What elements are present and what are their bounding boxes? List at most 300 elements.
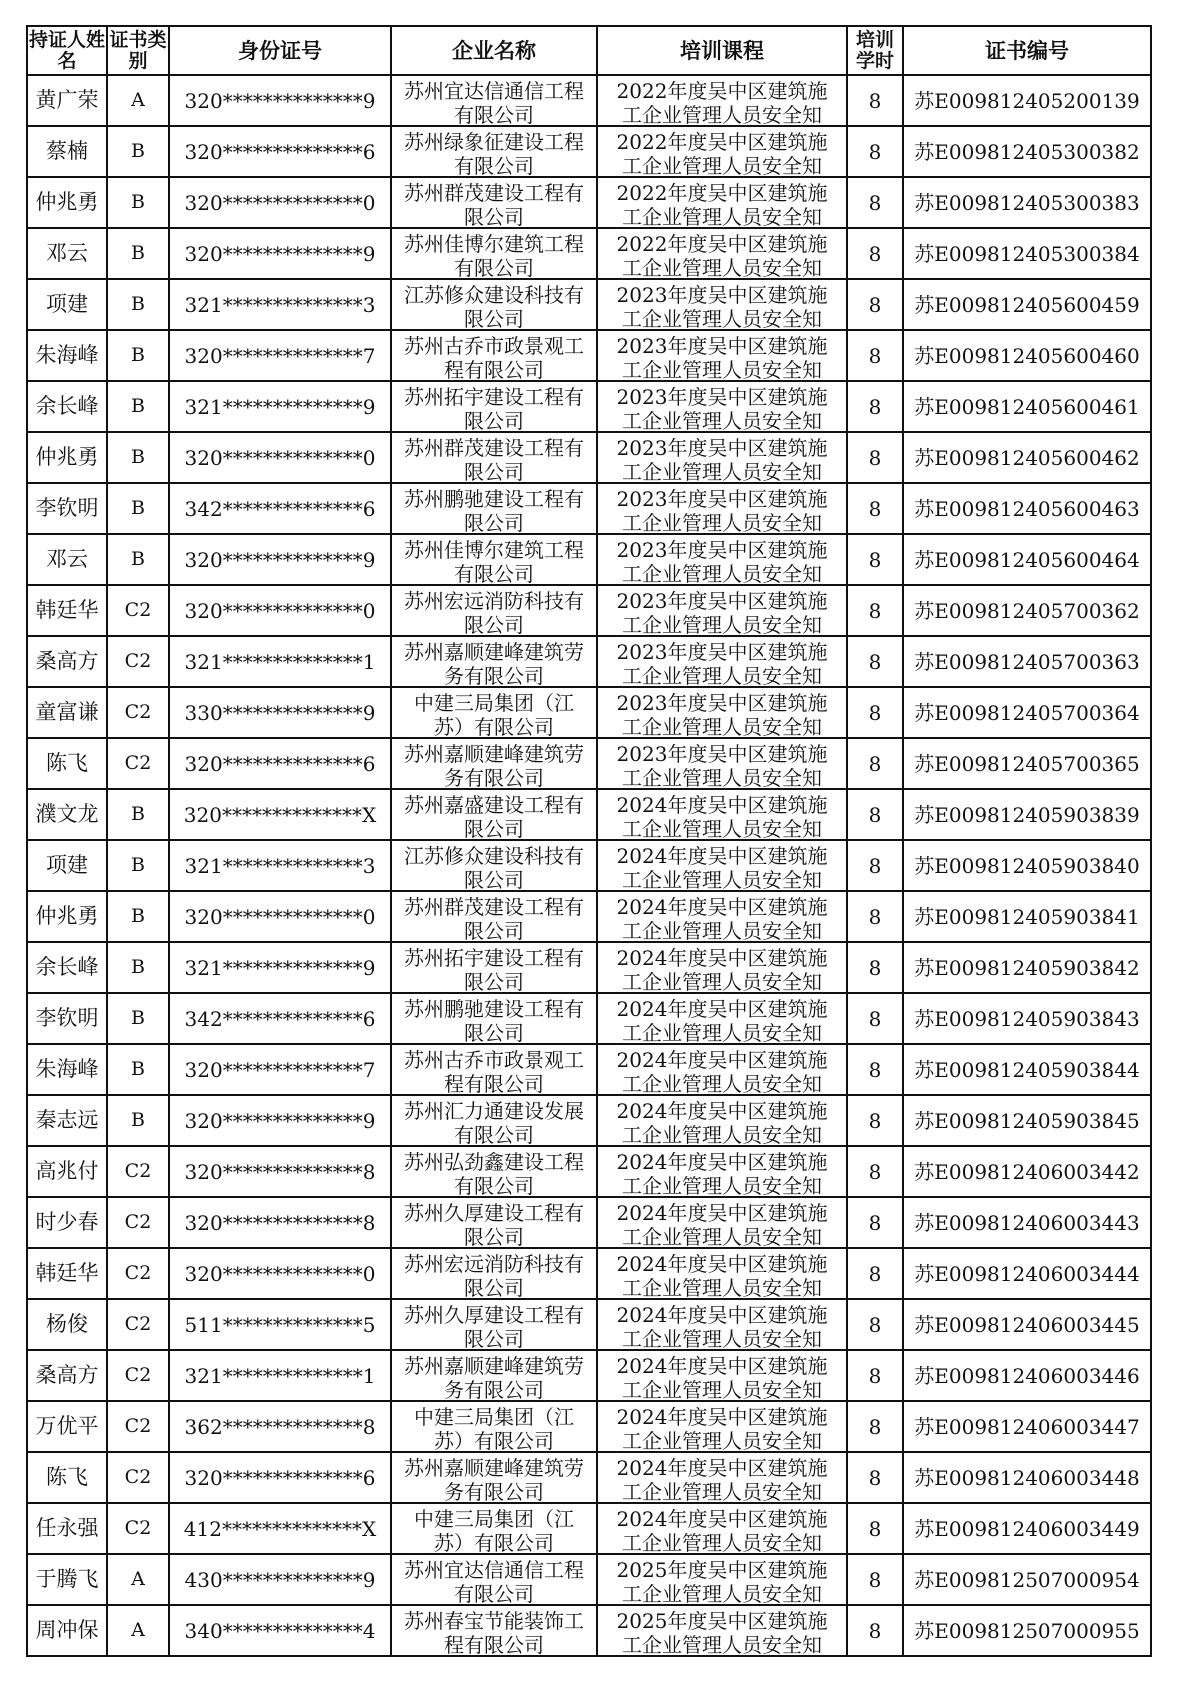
company-name-cell-line2: 限公司: [464, 306, 524, 329]
company-name-cell: [391, 228, 597, 279]
company-name-cell-line2: 限公司: [464, 867, 524, 890]
training-course-cell-line1: 2024年度吴中区建筑施: [616, 1098, 828, 1123]
header-row: [27, 26, 1151, 75]
cert-number-cell: 苏E009812405600459: [903, 279, 1151, 330]
company-name-cell-line1: 苏州群茂建设工程有: [404, 894, 584, 919]
company-name-cell-line2: 限公司: [464, 816, 524, 839]
company-name-cell: [391, 1350, 597, 1401]
holder-name-cell: 时少春: [27, 1197, 107, 1248]
training-course-cell-line1: 2025年度吴中区建筑施: [616, 1557, 828, 1582]
cert-number-cell: 苏E009812405903839: [903, 789, 1151, 840]
id-number-cell: 430**************9: [169, 1554, 391, 1605]
table-row: [27, 1146, 1151, 1197]
company-name-cell-line2: 有限公司: [454, 1173, 534, 1196]
company-name-cell-line2: 有限公司: [454, 561, 534, 584]
cert-number-cell: 苏E009812405903844: [903, 1044, 1151, 1095]
training-course-cell: [597, 177, 847, 228]
training-hours-cell: 8: [847, 1044, 903, 1095]
training-hours-cell: 8: [847, 1248, 903, 1299]
company-name-cell-line2: 限公司: [464, 1224, 524, 1247]
training-course-cell-line2: 工企业管理人员安全知: [622, 306, 822, 329]
cert-category-cell: B: [107, 381, 169, 432]
training-hours-cell: 8: [847, 1452, 903, 1503]
training-hours-cell: 8: [847, 1605, 903, 1656]
company-name-cell: [391, 891, 597, 942]
training-hours-cell: 8: [847, 483, 903, 534]
cert-number-cell: 苏E009812405300383: [903, 177, 1151, 228]
training-course-cell: [597, 228, 847, 279]
header-company-name: 企业名称: [391, 26, 597, 75]
training-course-cell-line1: 2023年度吴中区建筑施: [616, 486, 828, 511]
training-course-cell-line2: 工企业管理人员安全知: [622, 561, 822, 584]
holder-name-cell: 杨俊: [27, 1299, 107, 1350]
id-number-cell: 320**************8: [169, 1197, 391, 1248]
company-name-cell: [391, 177, 597, 228]
table-row: [27, 1554, 1151, 1605]
holder-name-cell: 余长峰: [27, 381, 107, 432]
training-course-cell: [597, 1299, 847, 1350]
training-course-cell: [597, 1197, 847, 1248]
id-number-cell: 320**************7: [169, 1044, 391, 1095]
training-course-cell-line2: 工企业管理人员安全知: [622, 1581, 822, 1604]
table-row: [27, 738, 1151, 789]
table-row: [27, 840, 1151, 891]
table-row: [27, 687, 1151, 738]
training-course-cell-line1: 2022年度吴中区建筑施: [616, 129, 828, 154]
company-name-cell: [391, 585, 597, 636]
training-course-cell-line1: 2023年度吴中区建筑施: [616, 639, 828, 664]
company-name-cell-line1: 苏州拓宇建设工程有: [404, 945, 584, 970]
company-name-cell-line1: 苏州宜达信通信工程: [404, 1557, 584, 1582]
holder-name-cell: 童富谦: [27, 687, 107, 738]
training-course-cell-line2: 工企业管理人员安全知: [622, 1071, 822, 1094]
holder-name-cell: 李钦明: [27, 483, 107, 534]
cert-category-cell: B: [107, 483, 169, 534]
training-course-cell-line1: 2024年度吴中区建筑施: [616, 792, 828, 817]
cert-category-cell: B: [107, 1095, 169, 1146]
holder-name-cell: 周冲保: [27, 1605, 107, 1656]
training-course-cell-line1: 2025年度吴中区建筑施: [616, 1608, 828, 1633]
holder-name-cell: 邓云: [27, 228, 107, 279]
id-number-cell: 320**************9: [169, 75, 391, 126]
company-name-cell-line2: 限公司: [464, 1326, 524, 1349]
header-training-course: 培训课程: [597, 26, 847, 75]
company-name-cell: [391, 1452, 597, 1503]
company-name-cell-line2: 限公司: [464, 459, 524, 482]
holder-name-cell: 李钦明: [27, 993, 107, 1044]
cert-category-cell: B: [107, 1044, 169, 1095]
company-name-cell-line1: 苏州嘉顺建峰建筑劳: [404, 1353, 584, 1378]
table-row: [27, 942, 1151, 993]
holder-name-cell: 韩廷华: [27, 585, 107, 636]
company-name-cell-line1: 苏州弘劲鑫建设工程: [404, 1149, 584, 1174]
training-hours-cell: 8: [847, 687, 903, 738]
company-name-cell-line2: 限公司: [464, 1020, 524, 1043]
company-name-cell-line2: 有限公司: [454, 1581, 534, 1604]
company-name-cell-line1: 苏州拓宇建设工程有: [404, 384, 584, 409]
training-course-cell-line2: 工企业管理人员安全知: [622, 714, 822, 737]
training-hours-cell: 8: [847, 636, 903, 687]
training-hours-cell: 8: [847, 942, 903, 993]
training-course-cell-line1: 2023年度吴中区建筑施: [616, 333, 828, 358]
company-name-cell: [391, 279, 597, 330]
training-course-cell-line2: 工企业管理人员安全知: [622, 1632, 822, 1655]
table-row: [27, 1605, 1151, 1656]
training-course-cell-line1: 2023年度吴中区建筑施: [616, 435, 828, 460]
certificate-table: [26, 25, 1152, 1657]
company-name-cell-line2: 务有限公司: [444, 663, 544, 686]
training-course-cell-line1: 2024年度吴中区建筑施: [616, 945, 828, 970]
company-name-cell-line1: 苏州宜达信通信工程: [404, 78, 584, 103]
company-name-cell-line1: 江苏修众建设科技有: [404, 843, 584, 868]
training-course-cell: [597, 381, 847, 432]
company-name-cell-line2: 限公司: [464, 1275, 524, 1298]
training-course-cell: [597, 1503, 847, 1554]
company-name-cell: [391, 636, 597, 687]
company-name-cell-line2: 程有限公司: [444, 357, 544, 380]
training-course-cell-line2: 工企业管理人员安全知: [622, 867, 822, 890]
holder-name-cell: 仲兆勇: [27, 432, 107, 483]
holder-name-cell: 黄广荣: [27, 75, 107, 126]
table-row: [27, 1503, 1151, 1554]
cert-number-cell: 苏E009812405600462: [903, 432, 1151, 483]
training-course-cell: [597, 1452, 847, 1503]
company-name-cell: [391, 1503, 597, 1554]
holder-name-cell: 仲兆勇: [27, 891, 107, 942]
id-number-cell: 321**************9: [169, 381, 391, 432]
training-course-cell: [597, 942, 847, 993]
id-number-cell: 342**************6: [169, 483, 391, 534]
cert-number-cell: 苏E009812405903841: [903, 891, 1151, 942]
training-course-cell-line2: 工企业管理人员安全知: [622, 153, 822, 176]
training-course-cell-line2: 工企业管理人员安全知: [622, 1479, 822, 1502]
cert-number-cell: 苏E009812405903845: [903, 1095, 1151, 1146]
company-name-cell-line2: 有限公司: [454, 255, 534, 278]
company-name-cell: [391, 789, 597, 840]
cert-category-cell: B: [107, 432, 169, 483]
cert-number-cell: 苏E009812406003442: [903, 1146, 1151, 1197]
cert-number-cell: 苏E009812406003448: [903, 1452, 1151, 1503]
cert-number-cell: 苏E009812405600464: [903, 534, 1151, 585]
id-number-cell: 342**************6: [169, 993, 391, 1044]
company-name-cell-line1: 苏州嘉顺建峰建筑劳: [404, 639, 584, 664]
training-course-cell: [597, 687, 847, 738]
training-course-cell-line1: 2023年度吴中区建筑施: [616, 690, 828, 715]
company-name-cell-line1: 苏州久厚建设工程有: [404, 1200, 584, 1225]
id-number-cell: 321**************1: [169, 1350, 391, 1401]
id-number-cell: 320**************6: [169, 1452, 391, 1503]
company-name-cell: [391, 1197, 597, 1248]
company-name-cell-line1: 苏州汇力通建设发展: [404, 1098, 584, 1123]
training-hours-cell: 8: [847, 177, 903, 228]
holder-name-cell: 仲兆勇: [27, 177, 107, 228]
training-hours-cell: 8: [847, 279, 903, 330]
table-row: [27, 789, 1151, 840]
cert-category-cell: A: [107, 1605, 169, 1656]
company-name-cell: [391, 942, 597, 993]
training-course-cell-line2: 工企业管理人员安全知: [622, 816, 822, 839]
id-number-cell: 320**************8: [169, 1146, 391, 1197]
id-number-cell: 362**************8: [169, 1401, 391, 1452]
cert-number-cell: 苏E009812405700364: [903, 687, 1151, 738]
training-hours-cell: 8: [847, 840, 903, 891]
company-name-cell-line1: 苏州古乔市政景观工: [404, 333, 584, 358]
training-course-cell: [597, 1401, 847, 1452]
cert-category-cell: A: [107, 75, 169, 126]
training-hours-cell: 8: [847, 126, 903, 177]
header-cert-number: 证书编号: [903, 26, 1151, 75]
training-course-cell-line2: 工企业管理人员安全知: [622, 612, 822, 635]
training-course-cell: [597, 279, 847, 330]
company-name-cell-line1: 苏州绿象征建设工程: [404, 129, 584, 154]
company-name-cell-line1: 中建三局集团（江: [414, 1404, 574, 1429]
cert-category-cell: B: [107, 993, 169, 1044]
training-course-cell: [597, 330, 847, 381]
training-course-cell-line2: 工企业管理人员安全知: [622, 918, 822, 941]
training-course-cell-line1: 2024年度吴中区建筑施: [616, 1404, 828, 1429]
holder-name-cell: 项建: [27, 279, 107, 330]
training-hours-cell: 8: [847, 1401, 903, 1452]
company-name-cell: [391, 993, 597, 1044]
cert-category-cell: B: [107, 891, 169, 942]
company-name-cell-line2: 限公司: [464, 510, 524, 533]
holder-name-cell: 桑高方: [27, 636, 107, 687]
training-course-cell-line2: 工企业管理人员安全知: [622, 1122, 822, 1145]
cert-number-cell: 苏E009812405700365: [903, 738, 1151, 789]
company-name-cell: [391, 840, 597, 891]
company-name-cell-line1: 苏州嘉顺建峰建筑劳: [404, 741, 584, 766]
holder-name-cell: 朱海峰: [27, 330, 107, 381]
header-training-hours: 培训学时: [847, 26, 903, 75]
training-hours-cell: 8: [847, 738, 903, 789]
id-number-cell: 320**************0: [169, 432, 391, 483]
table-row: [27, 432, 1151, 483]
cert-category-cell: B: [107, 228, 169, 279]
training-course-cell: [597, 1248, 847, 1299]
company-name-cell-line2: 苏）有限公司: [434, 714, 554, 737]
company-name-cell: [391, 1146, 597, 1197]
table-row: [27, 1197, 1151, 1248]
training-course-cell-line2: 工企业管理人员安全知: [622, 1020, 822, 1043]
training-course-cell: [597, 891, 847, 942]
cert-number-cell: 苏E009812405600461: [903, 381, 1151, 432]
training-course-cell-line1: 2024年度吴中区建筑施: [616, 843, 828, 868]
training-course-cell: [597, 993, 847, 1044]
company-name-cell-line1: 中建三局集团（江: [414, 1506, 574, 1531]
training-course-cell-line1: 2023年度吴中区建筑施: [616, 384, 828, 409]
id-number-cell: 412**************X: [169, 1503, 391, 1554]
company-name-cell: [391, 1095, 597, 1146]
company-name-cell-line2: 限公司: [464, 408, 524, 431]
training-course-cell-line2: 工企业管理人员安全知: [622, 102, 822, 125]
training-course-cell-line1: 2023年度吴中区建筑施: [616, 537, 828, 562]
cert-number-cell: 苏E009812405903843: [903, 993, 1151, 1044]
company-name-cell-line2: 程有限公司: [444, 1071, 544, 1094]
id-number-cell: 320**************6: [169, 738, 391, 789]
holder-name-cell: 万优平: [27, 1401, 107, 1452]
training-hours-cell: 8: [847, 432, 903, 483]
table-row: [27, 585, 1151, 636]
header-holder-name: 持证人姓名: [27, 26, 107, 75]
cert-category-cell: C2: [107, 1248, 169, 1299]
company-name-cell-line1: 苏州嘉盛建设工程有: [404, 792, 584, 817]
training-course-cell-line2: 工企业管理人员安全知: [622, 1428, 822, 1451]
company-name-cell-line2: 有限公司: [454, 102, 534, 125]
cert-number-cell: 苏E009812405300382: [903, 126, 1151, 177]
cert-category-cell: B: [107, 330, 169, 381]
holder-name-cell: 任永强: [27, 1503, 107, 1554]
training-course-cell: [597, 126, 847, 177]
company-name-cell-line1: 江苏修众建设科技有: [404, 282, 584, 307]
cert-category-cell: C2: [107, 636, 169, 687]
cert-number-cell: 苏E009812405700362: [903, 585, 1151, 636]
training-course-cell-line1: 2024年度吴中区建筑施: [616, 996, 828, 1021]
training-hours-cell: 8: [847, 1095, 903, 1146]
training-course-cell-line2: 工企业管理人员安全知: [622, 357, 822, 380]
holder-name-cell: 陈飞: [27, 738, 107, 789]
table-row: [27, 891, 1151, 942]
training-course-cell: [597, 432, 847, 483]
training-hours-cell: 8: [847, 891, 903, 942]
training-hours-cell: 8: [847, 330, 903, 381]
id-number-cell: 320**************9: [169, 1095, 391, 1146]
id-number-cell: 321**************3: [169, 840, 391, 891]
company-name-cell-line2: 程有限公司: [444, 1632, 544, 1655]
table-row: [27, 1095, 1151, 1146]
training-course-cell: [597, 840, 847, 891]
company-name-cell-line1: 苏州宏远消防科技有: [404, 588, 584, 613]
holder-name-cell: 陈飞: [27, 1452, 107, 1503]
training-course-cell-line1: 2023年度吴中区建筑施: [616, 282, 828, 307]
cert-category-cell: C2: [107, 1452, 169, 1503]
training-course-cell-line1: 2022年度吴中区建筑施: [616, 78, 828, 103]
cert-category-cell: C2: [107, 687, 169, 738]
training-course-cell-line2: 工企业管理人员安全知: [622, 765, 822, 788]
training-course-cell-line2: 工企业管理人员安全知: [622, 255, 822, 278]
table-row: [27, 279, 1151, 330]
cert-category-cell: A: [107, 1554, 169, 1605]
company-name-cell: [391, 687, 597, 738]
company-name-cell: [391, 1554, 597, 1605]
training-course-cell-line2: 工企业管理人员安全知: [622, 204, 822, 227]
training-hours-cell: 8: [847, 1350, 903, 1401]
training-course-cell: [597, 636, 847, 687]
training-course-cell: [597, 1044, 847, 1095]
training-course-cell-line1: 2023年度吴中区建筑施: [616, 588, 828, 613]
company-name-cell: [391, 381, 597, 432]
company-name-cell-line2: 苏）有限公司: [434, 1428, 554, 1451]
training-course-cell: [597, 534, 847, 585]
table-row: [27, 1452, 1151, 1503]
table-row: [27, 534, 1151, 585]
table-row: [27, 381, 1151, 432]
id-number-cell: 321**************9: [169, 942, 391, 993]
training-hours-cell: 8: [847, 1503, 903, 1554]
company-name-cell-line2: 有限公司: [454, 153, 534, 176]
table-row: [27, 1248, 1151, 1299]
id-number-cell: 320**************0: [169, 891, 391, 942]
training-course-cell-line2: 工企业管理人员安全知: [622, 1224, 822, 1247]
cert-category-cell: C2: [107, 1299, 169, 1350]
cert-number-cell: 苏E009812406003445: [903, 1299, 1151, 1350]
table-row: [27, 75, 1151, 126]
training-hours-cell: 8: [847, 1554, 903, 1605]
company-name-cell-line1: 苏州鹏驰建设工程有: [404, 996, 584, 1021]
training-course-cell-line2: 工企业管理人员安全知: [622, 510, 822, 533]
holder-name-cell: 濮文龙: [27, 789, 107, 840]
id-number-cell: 320**************6: [169, 126, 391, 177]
training-hours-cell: 8: [847, 381, 903, 432]
table-body: [27, 75, 1151, 1656]
training-course-cell-line2: 工企业管理人员安全知: [622, 1173, 822, 1196]
cert-number-cell: 苏E009812406003443: [903, 1197, 1151, 1248]
cert-category-cell: B: [107, 789, 169, 840]
training-course-cell: [597, 75, 847, 126]
company-name-cell-line1: 苏州春宝节能装饰工: [404, 1608, 584, 1633]
id-number-cell: 321**************1: [169, 636, 391, 687]
company-name-cell-line2: 有限公司: [454, 1122, 534, 1145]
table-row: [27, 993, 1151, 1044]
cert-number-cell: 苏E009812405903840: [903, 840, 1151, 891]
training-hours-cell: 8: [847, 534, 903, 585]
table-row: [27, 126, 1151, 177]
id-number-cell: 320**************9: [169, 534, 391, 585]
training-course-cell-line1: 2024年度吴中区建筑施: [616, 1302, 828, 1327]
id-number-cell: 320**************9: [169, 228, 391, 279]
id-number-cell: 511**************5: [169, 1299, 391, 1350]
cert-category-cell: B: [107, 840, 169, 891]
id-number-cell: 320**************0: [169, 1248, 391, 1299]
company-name-cell: [391, 1299, 597, 1350]
training-hours-cell: 8: [847, 1197, 903, 1248]
cert-number-cell: 苏E009812406003446: [903, 1350, 1151, 1401]
training-course-cell: [597, 738, 847, 789]
company-name-cell-line1: 苏州佳博尔建筑工程: [404, 537, 584, 562]
training-course-cell-line1: 2023年度吴中区建筑施: [616, 741, 828, 766]
cert-category-cell: C2: [107, 1197, 169, 1248]
company-name-cell: [391, 1044, 597, 1095]
training-course-cell: [597, 1095, 847, 1146]
training-hours-cell: 8: [847, 1146, 903, 1197]
table-row: [27, 330, 1151, 381]
training-course-cell: [597, 1350, 847, 1401]
training-hours-cell: 8: [847, 75, 903, 126]
table-row: [27, 1350, 1151, 1401]
holder-name-cell: 秦志远: [27, 1095, 107, 1146]
training-hours-cell: 8: [847, 228, 903, 279]
training-course-cell-line2: 工企业管理人员安全知: [622, 408, 822, 431]
company-name-cell-line1: 苏州久厚建设工程有: [404, 1302, 584, 1327]
holder-name-cell: 韩廷华: [27, 1248, 107, 1299]
company-name-cell-line1: 苏州鹏驰建设工程有: [404, 486, 584, 511]
header-id-number: 身份证号: [169, 26, 391, 75]
company-name-cell: [391, 126, 597, 177]
training-course-cell-line1: 2024年度吴中区建筑施: [616, 1506, 828, 1531]
company-name-cell: [391, 432, 597, 483]
company-name-cell: [391, 483, 597, 534]
cert-number-cell: 苏E009812406003447: [903, 1401, 1151, 1452]
training-hours-cell: 8: [847, 993, 903, 1044]
cert-category-cell: B: [107, 279, 169, 330]
training-course-cell: [597, 1605, 847, 1656]
header-cert-category: 证书类别: [107, 26, 169, 75]
holder-name-cell: 桑高方: [27, 1350, 107, 1401]
training-course-cell-line1: 2024年度吴中区建筑施: [616, 1455, 828, 1480]
table-row: [27, 1401, 1151, 1452]
training-course-cell-line2: 工企业管理人员安全知: [622, 969, 822, 992]
table-row: [27, 483, 1151, 534]
cert-number-cell: 苏E009812405600463: [903, 483, 1151, 534]
